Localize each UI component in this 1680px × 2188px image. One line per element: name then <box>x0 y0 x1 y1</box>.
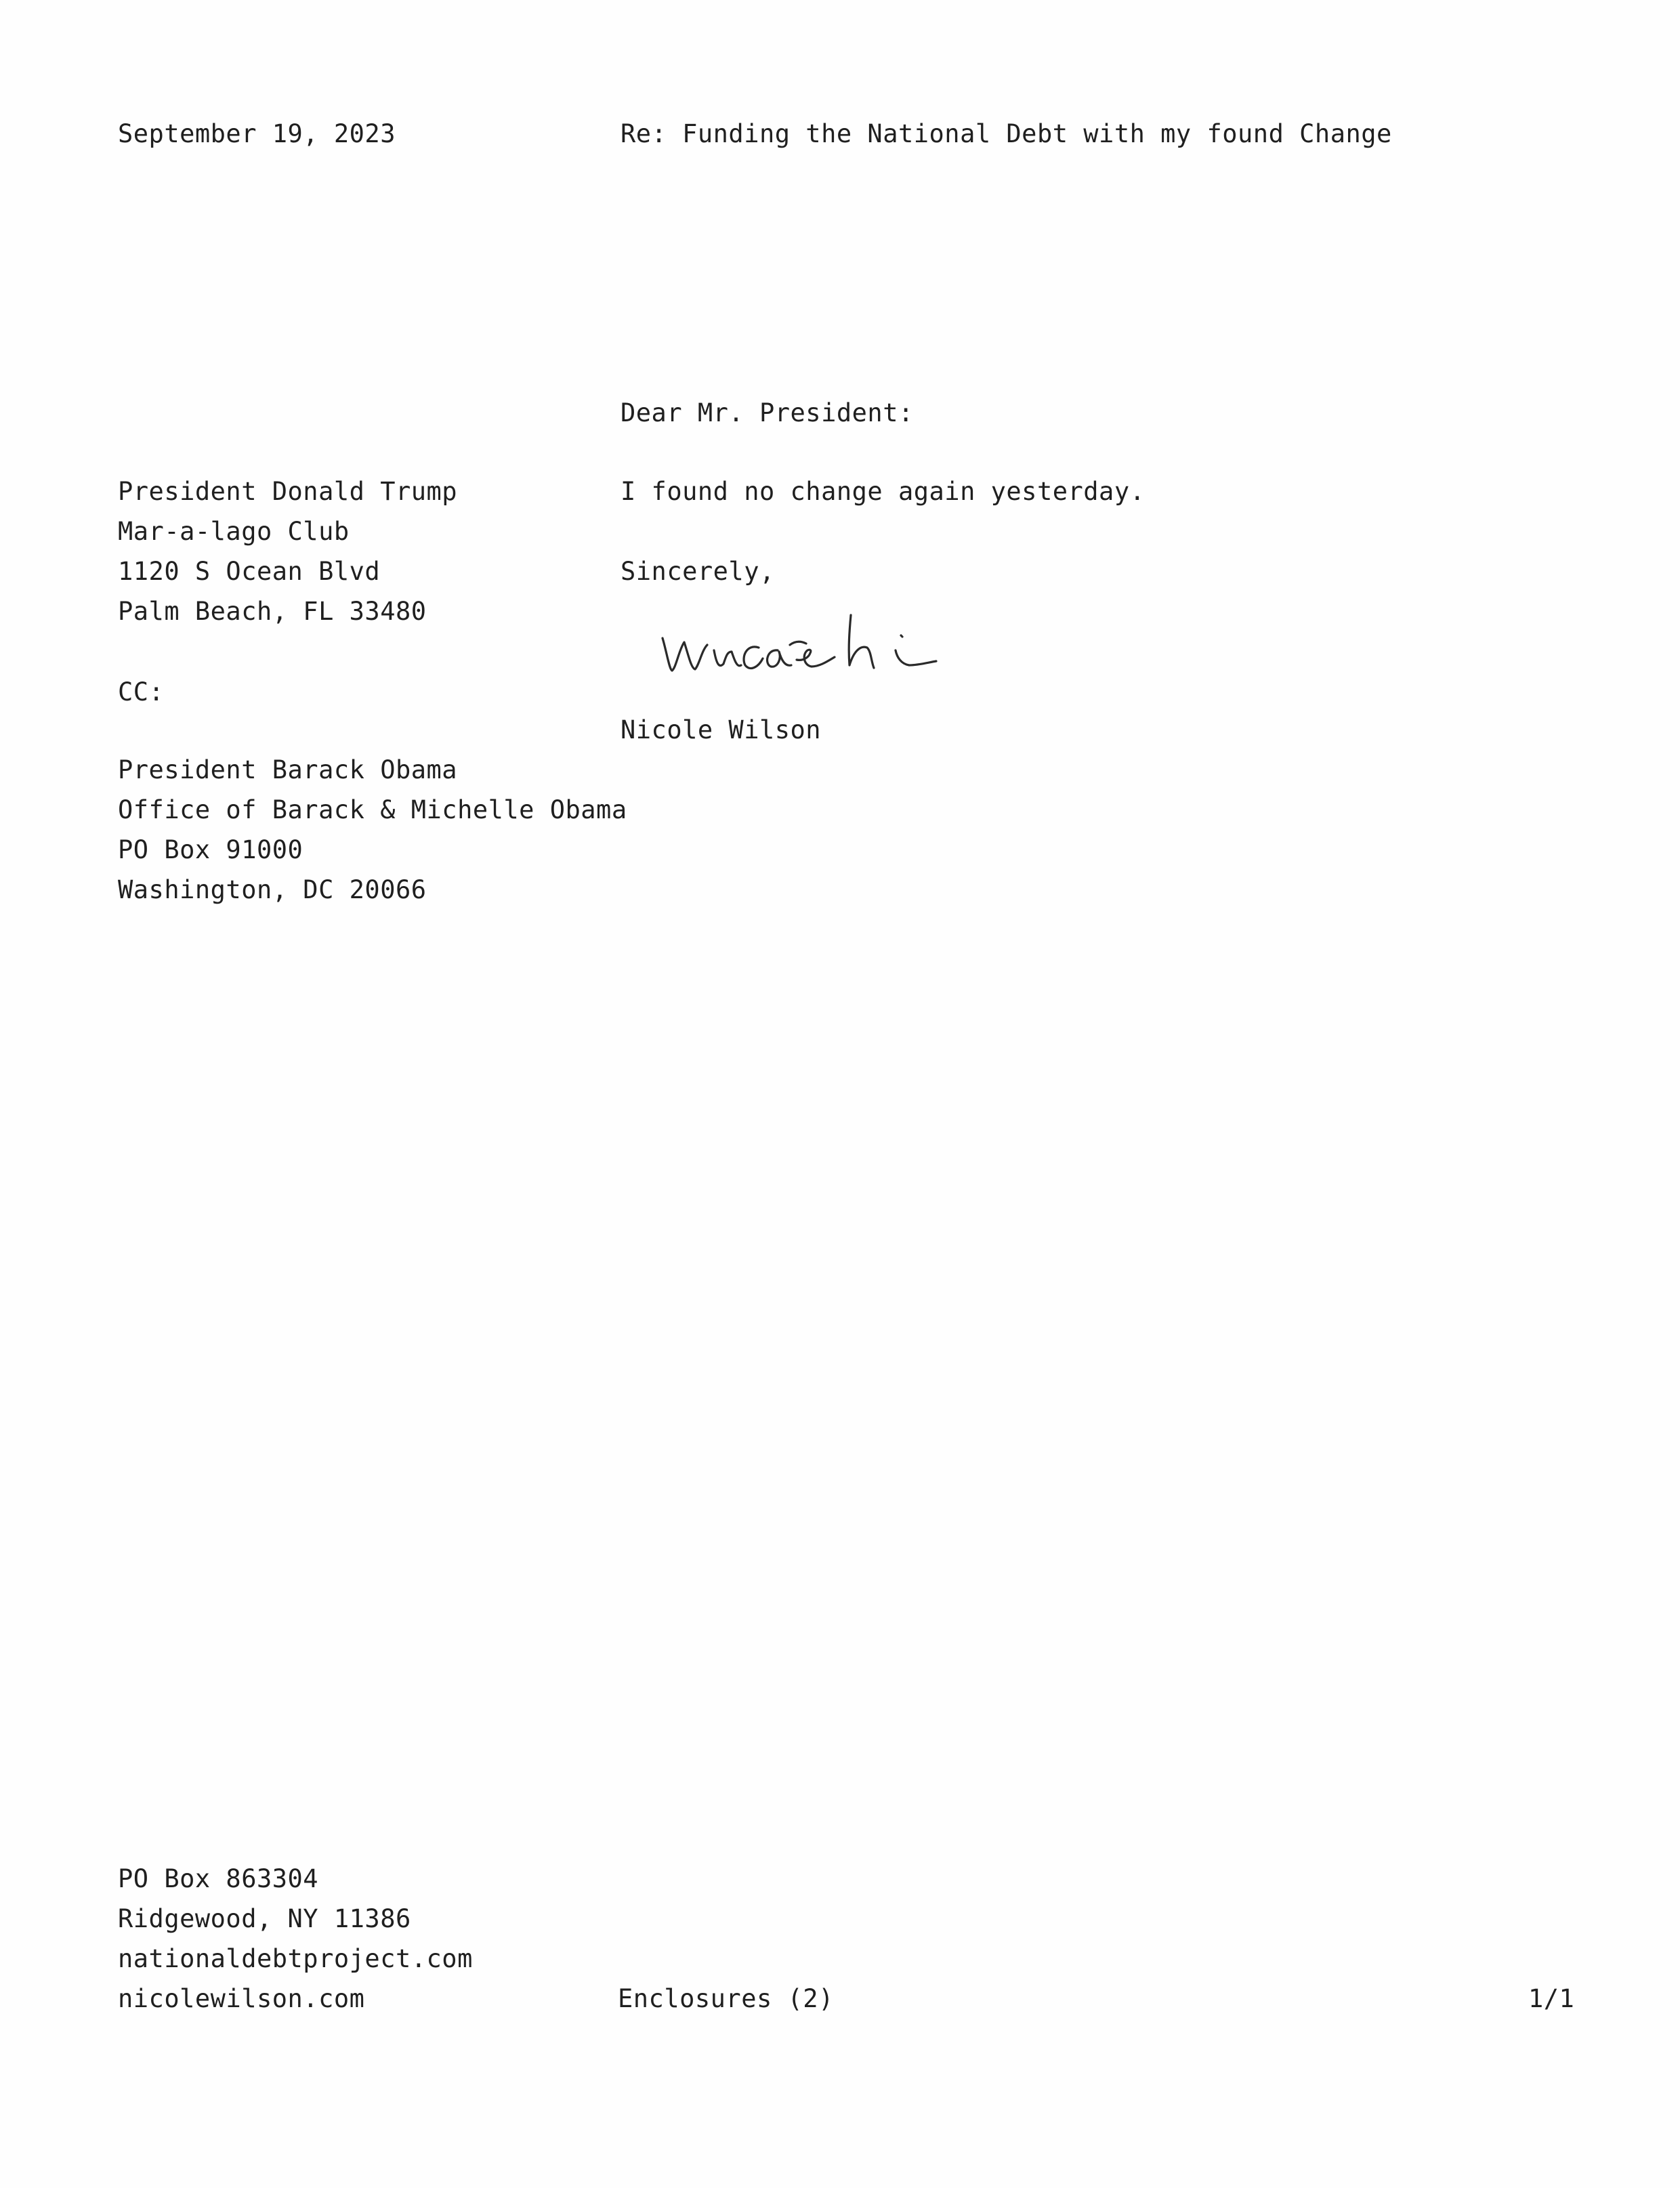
recipient-line: 1120 S Ocean Blvd <box>118 557 381 586</box>
sender-line: PO Box 863304 <box>118 1864 319 1893</box>
signature-name: Nicole Wilson <box>621 715 822 744</box>
enclosures-note: Enclosures (2) <box>618 1984 834 2013</box>
page-number: 1/1 <box>1528 1984 1575 2013</box>
cc-line: President Barack Obama <box>118 755 458 784</box>
recipient-address <box>118 471 457 631</box>
cc-label: CC: <box>118 677 165 707</box>
cc-line: Washington, DC 20066 <box>118 875 427 904</box>
cc-line: PO Box 91000 <box>118 835 303 864</box>
recipient-line: Palm Beach, FL 33480 <box>118 597 427 626</box>
closing: Sincerely, <box>621 557 775 586</box>
sender-line: nicolewilson.com <box>118 1984 365 2013</box>
letter-body: I found no change again yesterday. <box>621 477 1146 506</box>
recipient-line: President Donald Trump <box>118 477 458 506</box>
letter-subject: Re: Funding the National Debt with my found Change <box>621 119 1392 148</box>
letter-date: September 19, 2023 <box>118 119 396 148</box>
recipient-line: Mar-a-lago Club <box>118 517 350 546</box>
sender-footer <box>118 1859 473 2019</box>
handwritten-signature-icon <box>657 603 955 698</box>
sender-line: Ridgewood, NY 11386 <box>118 1904 411 1933</box>
cc-line: Office of Barack & Michelle Obama <box>118 795 627 824</box>
sender-line: nationaldebtproject.com <box>118 1944 473 1973</box>
salutation: Dear Mr. President: <box>621 398 914 427</box>
cc-address <box>118 750 627 910</box>
